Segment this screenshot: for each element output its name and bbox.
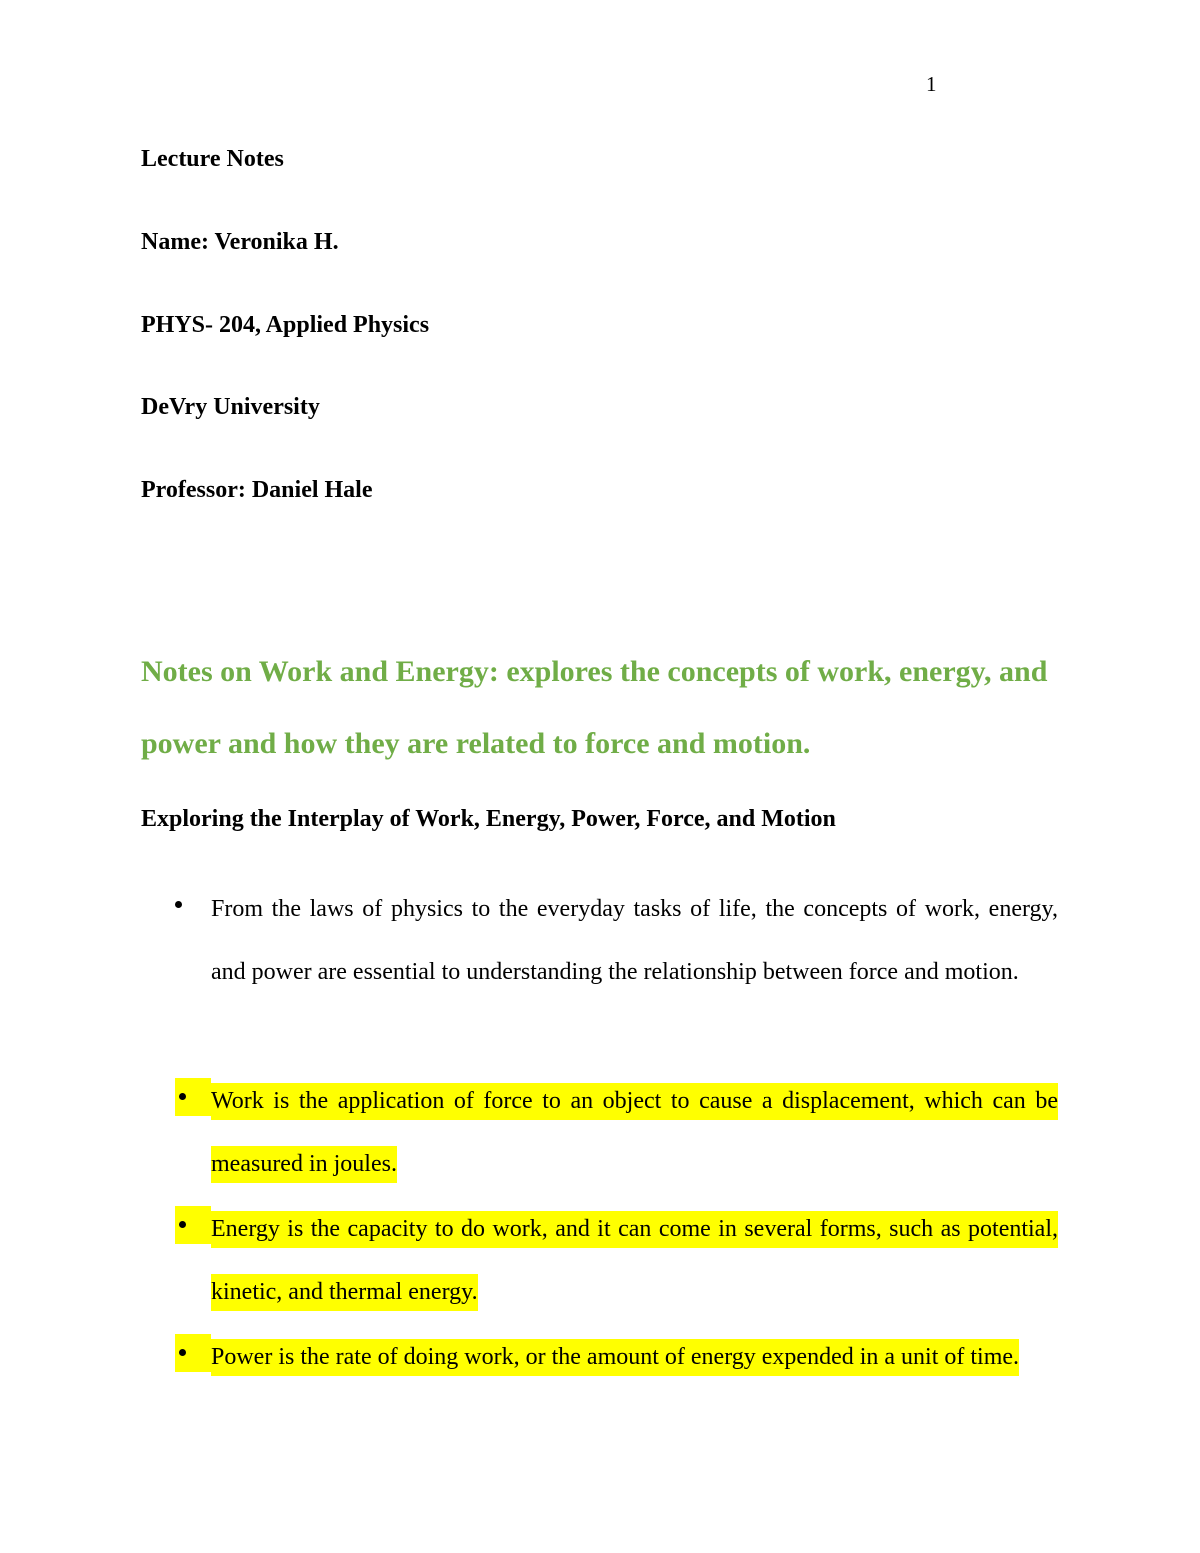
- bullet-text: From the laws of physics to the everyday tasks of life, the concepts of work, energy, and power are essential to understanding the relationship between force and motion.: [211, 896, 1058, 985]
- bullet-icon: [179, 1349, 186, 1356]
- bullet-icon: [179, 1093, 186, 1100]
- lecture-notes-label: Lecture Notes: [141, 146, 284, 172]
- document-title: Notes on Work and Energy: explores the concepts of work, energy, and power and how they are related to force and motion.: [141, 655, 1048, 760]
- bullet-icon: [175, 901, 182, 908]
- student-name: Name: Veronika H.: [141, 229, 339, 255]
- bullet-text: Work is the application of force to an object to cause a displacement, which can be measured in joules.: [211, 1083, 1058, 1183]
- university-name: DeVry University: [141, 394, 320, 420]
- bullet-text: Power is the rate of doing work, or the amount of energy expended in a unit of time.: [211, 1339, 1019, 1376]
- bullet-text: Energy is the capacity to do work, and it can come in several forms, such as potential, kinetic, and thermal energy.: [211, 1211, 1058, 1311]
- course-name: PHYS- 204, Applied Physics: [141, 312, 430, 338]
- section-heading: Exploring the Interplay of Work, Energy, Power, Force, and Motion: [141, 806, 836, 832]
- bullet-icon: [179, 1221, 186, 1228]
- professor-name: Professor: Daniel Hale: [141, 477, 373, 503]
- page-number: 1: [926, 72, 937, 96]
